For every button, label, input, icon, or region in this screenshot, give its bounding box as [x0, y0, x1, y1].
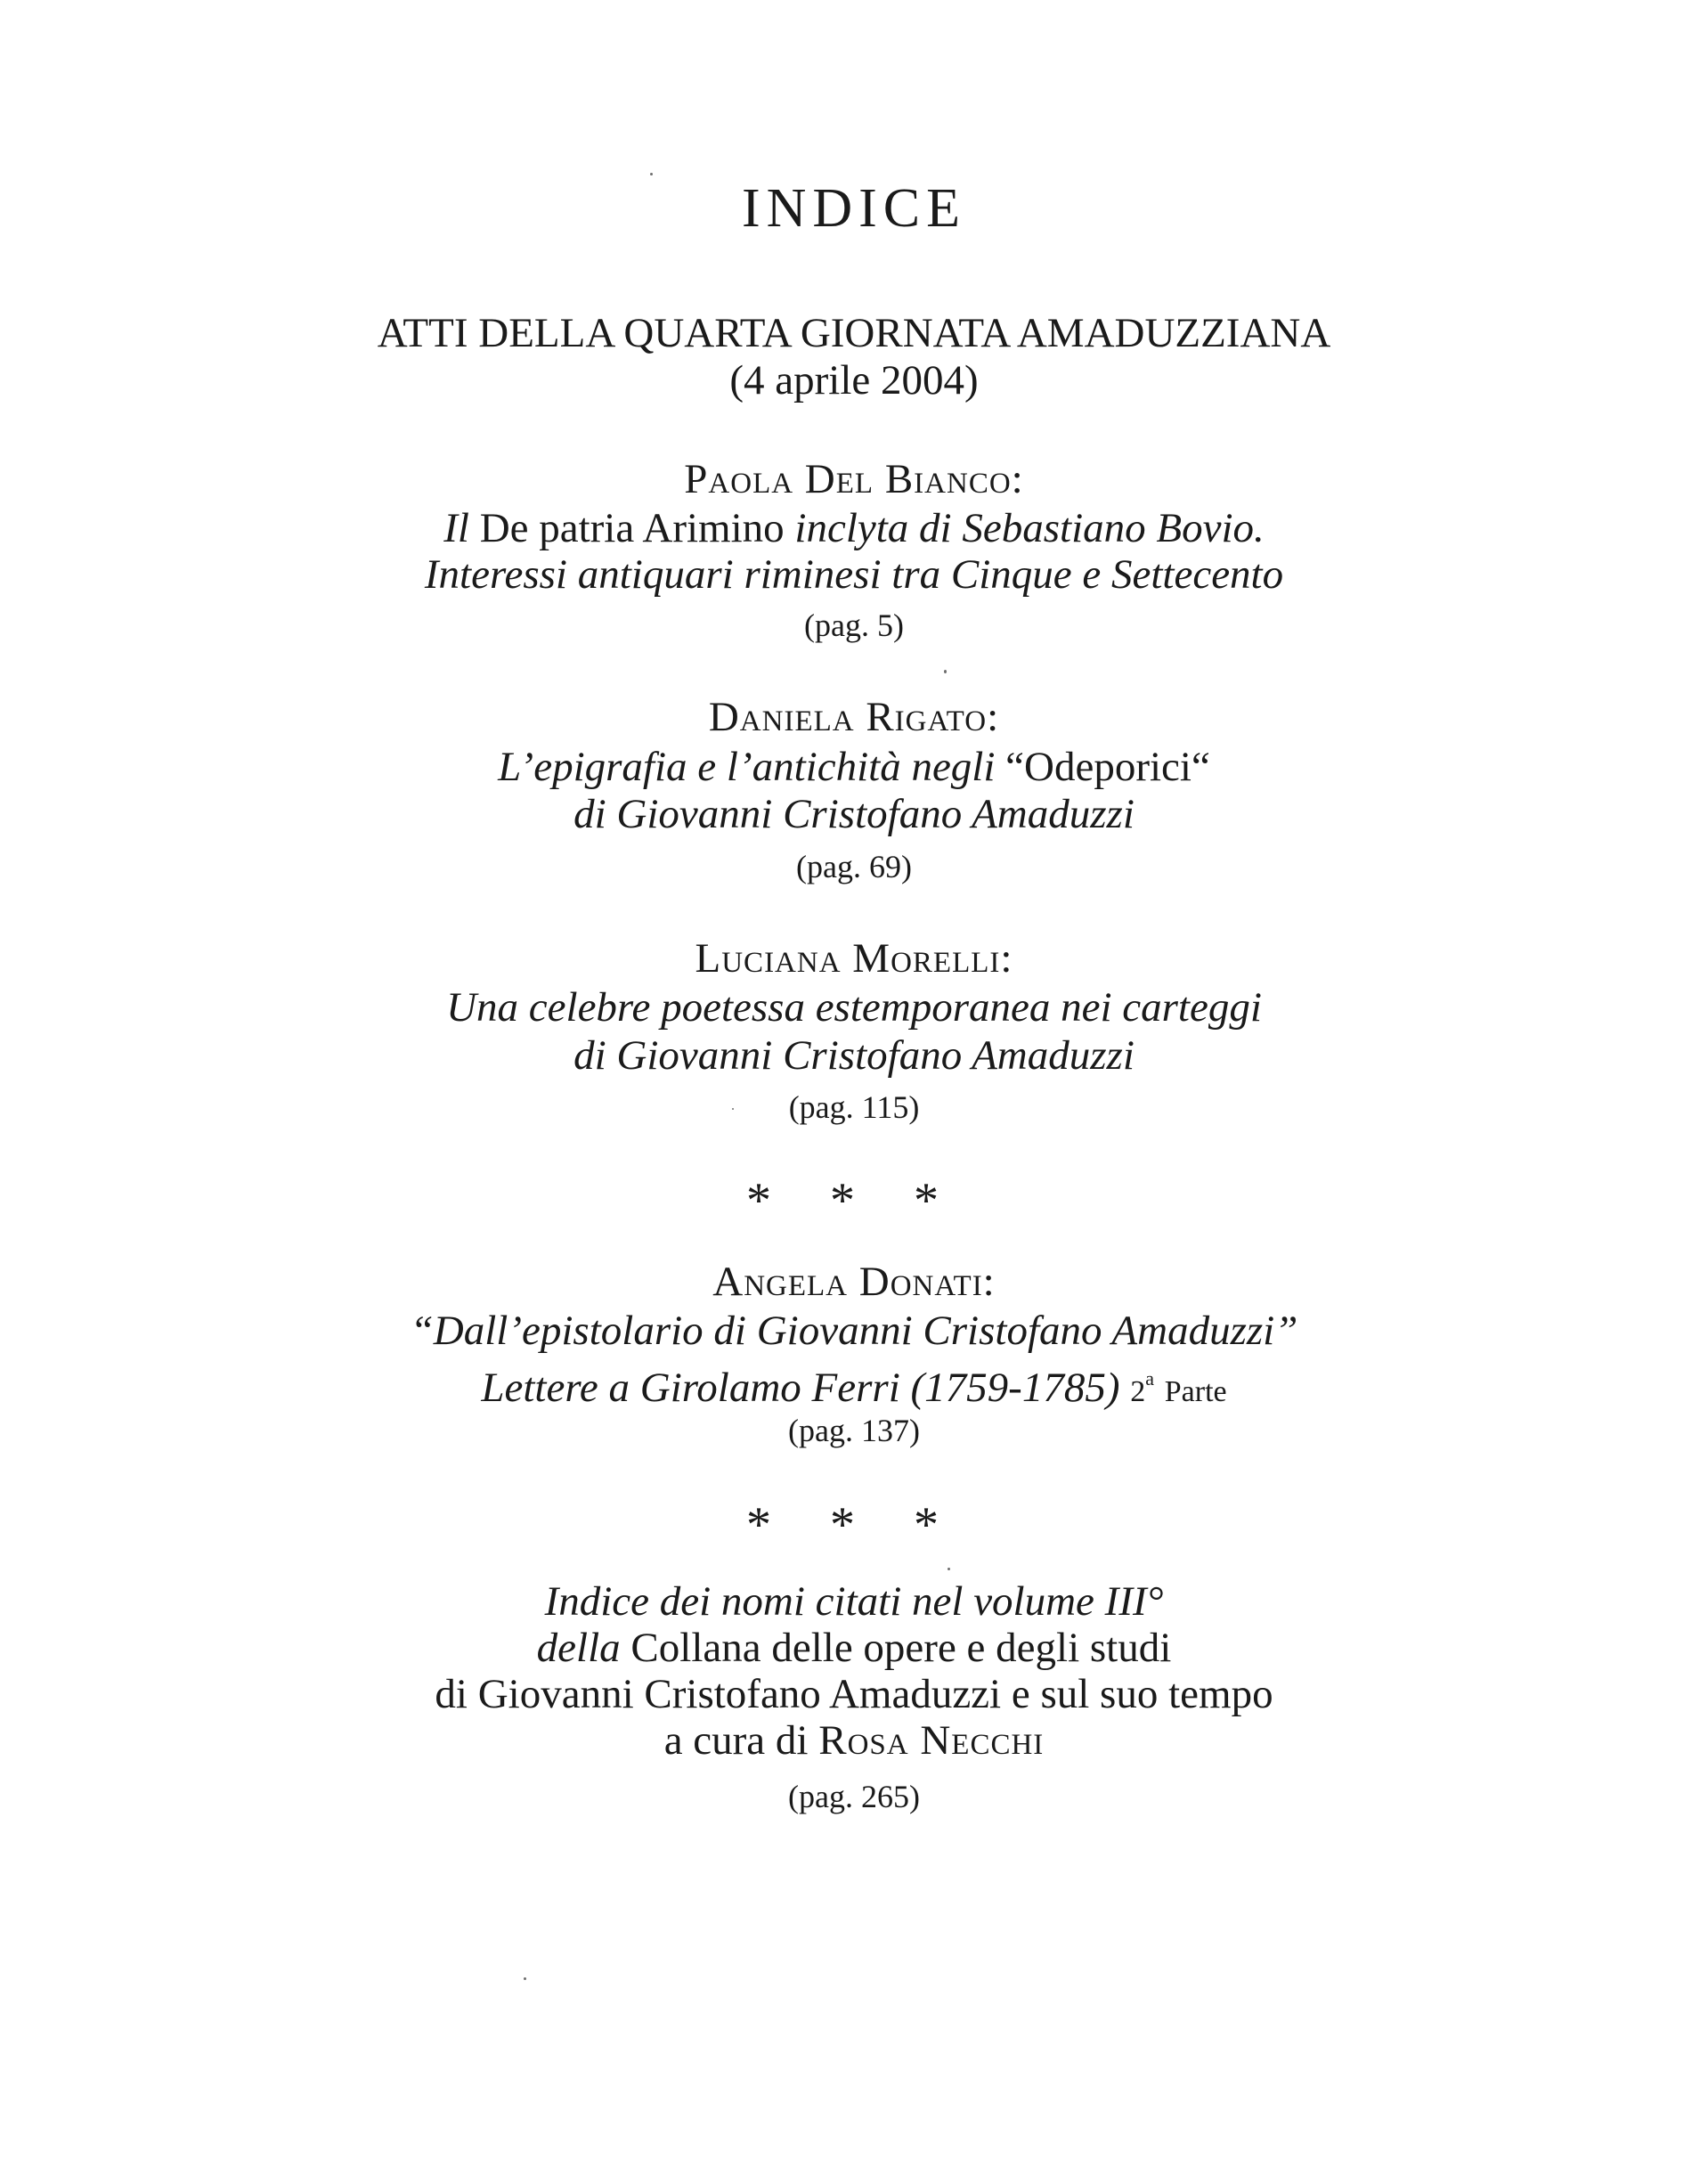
entry-part-number: 2$^a$ — [1130, 1367, 1154, 1408]
entry-page-ref: (pag. 5) — [804, 607, 904, 643]
section-heading: ATTI DELLA QUARTA GIORNATA AMADUZZIANA — [377, 310, 1331, 356]
entry-author: Daniela Rigato: — [708, 694, 1000, 740]
entry-title-segment: Il — [443, 505, 469, 551]
entry-title-line: Interessi antiquari riminesi tra Cinque e Settecento — [424, 551, 1284, 598]
entry-page-ref: (pag. 137) — [788, 1413, 920, 1448]
entry-title-line: Una celebre poetessa estemporanea nei carteggi — [446, 984, 1262, 1031]
entry-author: Angela Donati: — [712, 1259, 996, 1305]
scan-speck — [650, 173, 653, 175]
section-separator: * * * — [746, 1497, 962, 1553]
name-index-line: della Collana delle opere e degli studi — [536, 1625, 1172, 1671]
entry-author: Luciana Morelli: — [695, 935, 1013, 982]
section-date: (4 aprile 2004) — [729, 357, 979, 403]
scan-speck — [944, 670, 947, 673]
entry-page-ref: (pag. 265) — [788, 1779, 920, 1814]
entry-page-ref: (pag. 69) — [796, 849, 912, 884]
entry-title-line — [0, 503, 1708, 553]
entry-title-segment: “Odeporici“ — [1005, 744, 1210, 790]
scan-speck — [732, 1108, 734, 1110]
entry-author: Paola Del Bianco: — [684, 456, 1024, 502]
entry-title-line: di Giovanni Cristofano Amaduzzi — [573, 1032, 1135, 1079]
entry-title-segment: De patria Arimino — [479, 505, 785, 551]
name-index-line: di Giovanni Cristofano Amaduzzi e sul suo tempo — [435, 1671, 1273, 1717]
entry-title-segment: L’epigrafia e l’antichità negli — [498, 744, 996, 790]
page-title: INDICE — [741, 178, 967, 239]
entry-part-label: Parte — [1164, 1375, 1227, 1408]
entry-title-segment: inclyta di Sebastiano Bovio. — [794, 505, 1265, 551]
name-index-line: a cura di Rosa Necchi — [663, 1717, 1045, 1764]
entry-page-ref: (pag. 115) — [788, 1089, 920, 1125]
scan-speck — [524, 1977, 526, 1980]
entry-title-line — [0, 1354, 1708, 1417]
entry-title-line: di Giovanni Cristofano Amaduzzi — [573, 791, 1135, 837]
scan-speck — [948, 1568, 950, 1570]
entry-title-segment: Lettere a Girolamo Ferri (1759-1785) — [481, 1365, 1120, 1411]
entry-title-line: “Dall’epistolario di Giovanni Cristofano Amaduzzi” — [410, 1308, 1298, 1354]
name-index-line: Indice dei nomi citati nel volume III° — [544, 1578, 1164, 1625]
entry-title-line — [0, 742, 1708, 792]
section-separator: * * * — [746, 1173, 962, 1228]
